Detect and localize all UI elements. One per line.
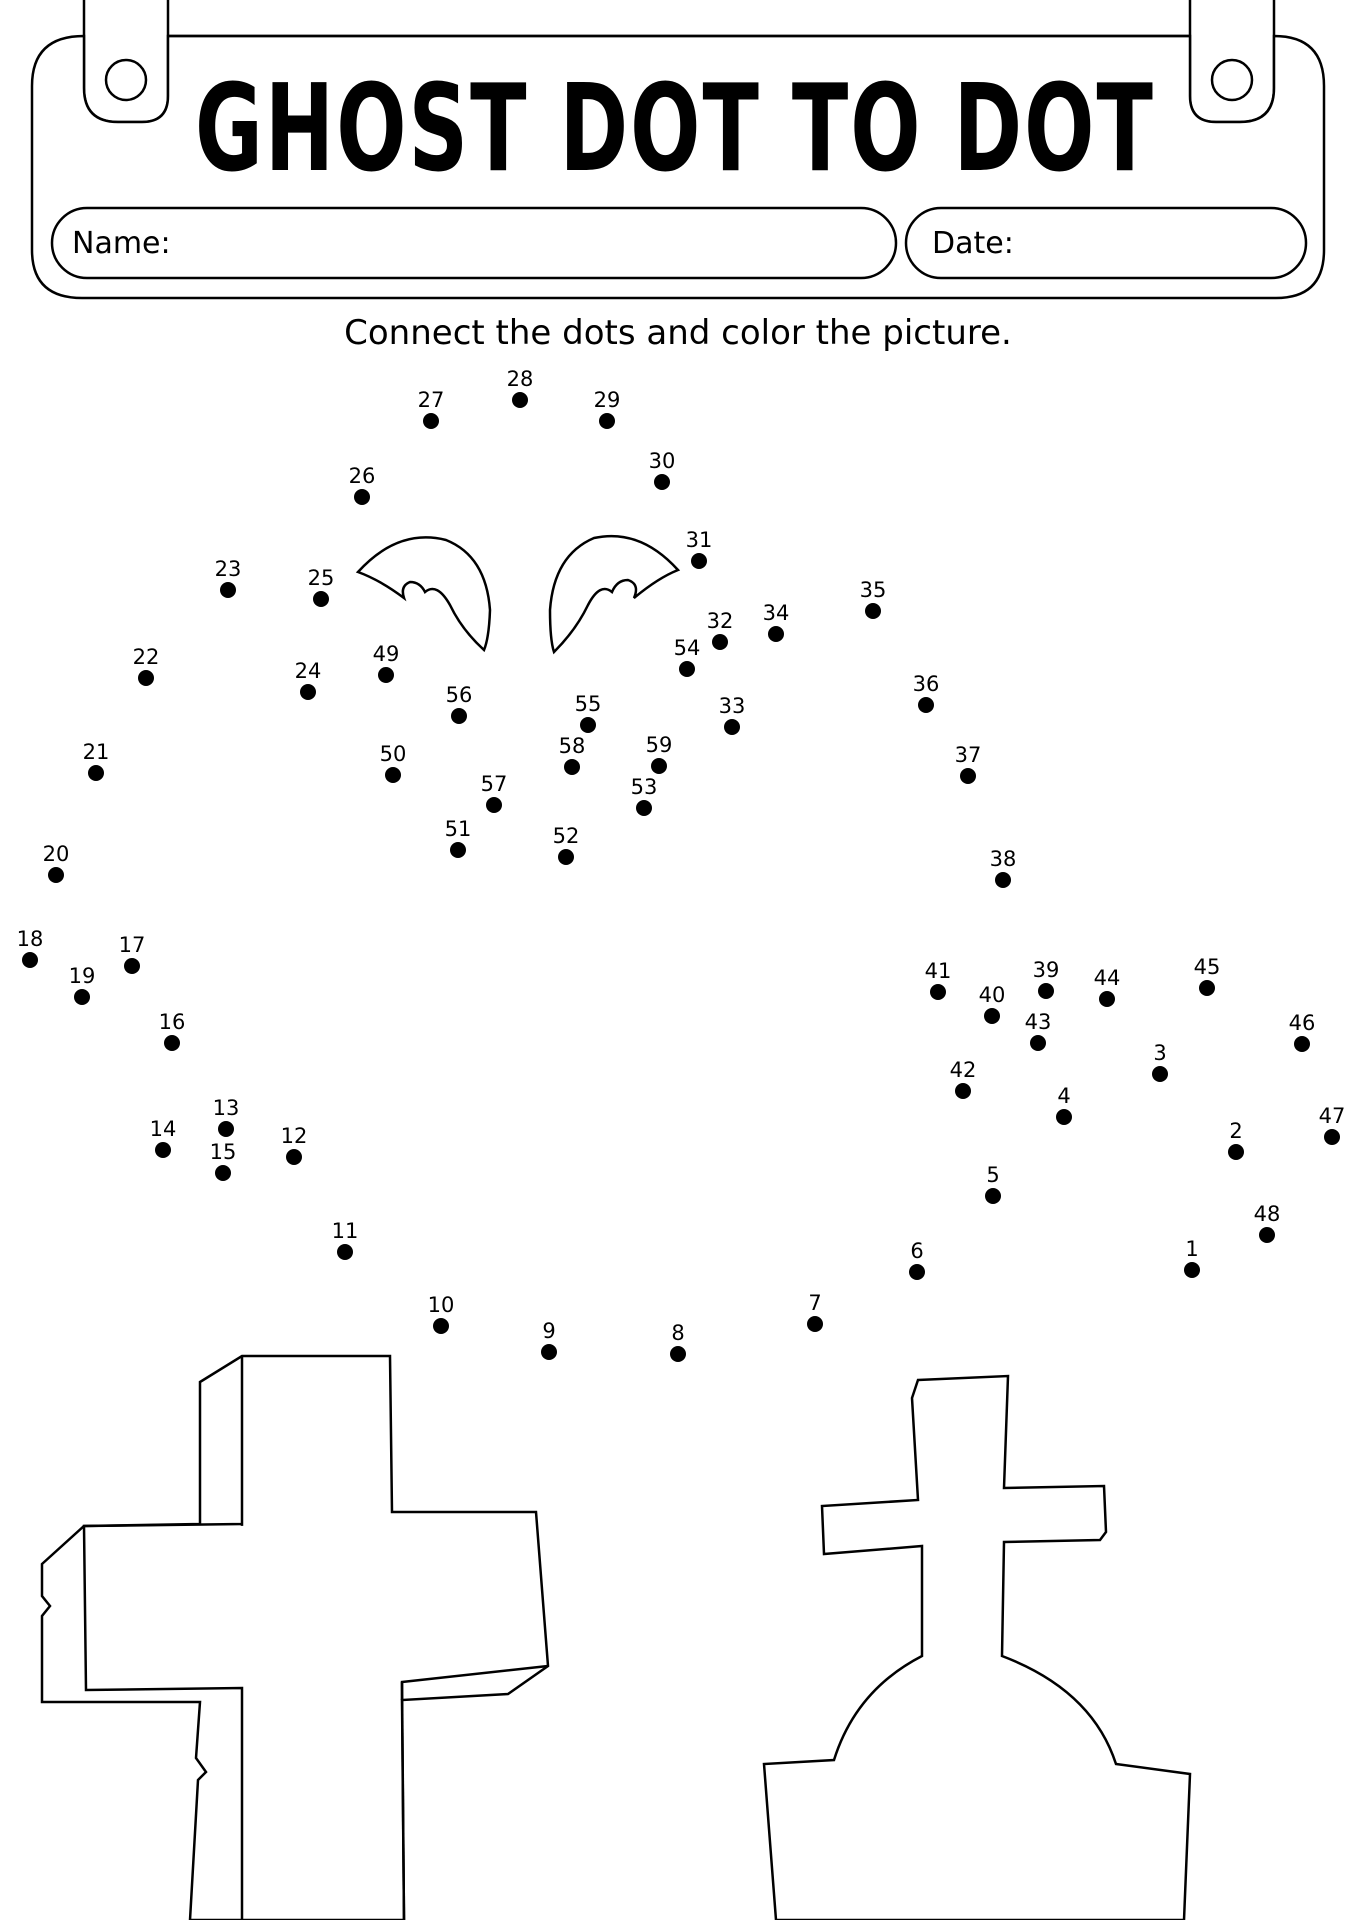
dot-number: 4 [1057,1084,1071,1108]
dot-number: 2 [1229,1119,1243,1143]
dot-number: 40 [978,983,1006,1007]
dot-marker [215,1165,231,1181]
dot-marker [378,667,394,683]
dot-number: 14 [149,1117,177,1141]
dot-40 [979,983,1006,1024]
dot-marker [300,684,316,700]
dot-marker [651,758,667,774]
dot-marker [138,670,154,686]
dots-layer [17,367,1346,1362]
dot-number: 10 [427,1293,455,1317]
dot-number: 24 [294,659,322,683]
dot-number: 16 [158,1010,186,1034]
dot-number: 8 [671,1321,685,1345]
dot-number: 42 [949,1058,977,1082]
dot-27 [418,388,445,429]
left-eye-icon [358,537,490,650]
dot-marker [337,1244,353,1260]
dot-number: 53 [630,775,658,799]
dot-marker [691,553,707,569]
dot-marker [486,797,502,813]
dot-38 [990,847,1017,888]
dot-2 [1228,1119,1244,1160]
dot-marker [1099,991,1115,1007]
dot-marker [385,767,401,783]
dot-24 [295,659,322,700]
dot-51 [445,817,472,858]
dot-32 [707,609,734,650]
dot-number: 5 [986,1163,1000,1187]
dot-marker [286,1149,302,1165]
dot-marker [48,867,64,883]
dot-number: 36 [912,672,940,696]
dot-53 [631,775,658,816]
dot-marker [155,1142,171,1158]
dot-20 [43,842,70,883]
dot-marker [985,1188,1001,1204]
dot-41 [925,959,952,1000]
cross-tombstone-left [42,1356,548,1920]
dot-number: 46 [1288,1011,1316,1035]
dot-number: 31 [685,528,713,552]
dot-marker [909,1264,925,1280]
dot-marker [1152,1066,1168,1082]
header-banner [32,0,1324,298]
dot-marker [960,768,976,784]
dot-number: 30 [648,449,676,473]
dot-number: 21 [82,740,110,764]
dot-18 [17,927,44,968]
dot-7 [807,1291,823,1332]
dot-30 [649,449,676,490]
dot-number: 35 [859,578,887,602]
dot-marker [599,413,615,429]
dot-34 [763,601,790,642]
dot-marker [88,765,104,781]
dot-49 [373,642,400,683]
dot-number: 56 [445,683,473,707]
dot-4 [1056,1084,1072,1125]
dot-number: 27 [417,388,445,412]
dot-number: 18 [16,927,44,951]
dot-number: 47 [1318,1104,1346,1128]
dot-5 [985,1163,1001,1204]
dot-number: 20 [42,842,70,866]
dot-number: 38 [989,847,1017,871]
dot-marker [451,708,467,724]
dot-29 [594,388,621,429]
dot-28 [507,367,534,408]
dot-marker [670,1346,686,1362]
dot-marker [712,634,728,650]
dot-6 [909,1239,925,1280]
dot-number: 41 [924,959,952,983]
dot-21 [83,740,110,781]
dot-43 [1025,1010,1052,1051]
dot-marker [654,474,670,490]
dot-marker [1038,983,1054,999]
dot-marker [450,842,466,858]
cross-tombstone-right [764,1376,1190,1920]
right-eye-icon [550,536,678,652]
dot-number: 12 [280,1124,308,1148]
dot-54 [674,636,701,677]
name-label: Name: [72,226,171,261]
dot-19 [69,964,96,1005]
dot-46 [1289,1011,1316,1052]
dot-31 [686,528,713,569]
dot-marker [918,697,934,713]
dot-48 [1254,1202,1281,1243]
dot-47 [1319,1104,1346,1145]
dot-10 [428,1293,455,1334]
dot-marker [679,661,695,677]
dot-56 [446,683,473,724]
dot-8 [670,1321,686,1362]
dot-marker [580,717,596,733]
dot-45 [1194,955,1221,996]
dot-number: 43 [1024,1010,1052,1034]
dot-number: 28 [506,367,534,391]
dot-14 [150,1117,177,1158]
dot-number: 55 [574,692,602,716]
dot-number: 25 [307,566,335,590]
dot-number: 23 [214,557,242,581]
dot-9 [541,1319,557,1360]
dot-marker [995,872,1011,888]
dot-marker [124,958,140,974]
dot-52 [553,824,580,865]
dot-3 [1152,1041,1168,1082]
dot-number: 19 [68,964,96,988]
dot-36 [913,672,940,713]
dot-11 [332,1219,359,1260]
dot-33 [719,694,746,735]
dot-marker [164,1035,180,1051]
dot-number: 7 [808,1291,822,1315]
dot-marker [1184,1262,1200,1278]
dot-number: 32 [706,609,734,633]
dot-15 [210,1140,237,1181]
left-hole-icon [106,60,146,100]
dot-marker [541,1344,557,1360]
dot-marker [1228,1144,1244,1160]
dot-marker [807,1316,823,1332]
dot-1 [1184,1237,1200,1278]
dot-number: 13 [212,1096,240,1120]
left-cross-shape [42,1356,548,1920]
dot-marker [955,1083,971,1099]
dot-marker [1294,1036,1310,1052]
dot-number: 29 [593,388,621,412]
dot-marker [1030,1035,1046,1051]
page-title: GHOST DOT TO DOT [195,60,1155,199]
dot-number: 51 [444,817,472,841]
dot-marker [354,489,370,505]
dot-marker [1056,1109,1072,1125]
dot-marker [423,413,439,429]
dot-57 [481,772,508,813]
dot-number: 6 [910,1239,924,1263]
dot-13 [213,1096,240,1137]
date-label: Date: [932,226,1014,261]
dot-number: 11 [331,1219,359,1243]
dot-number: 48 [1253,1202,1281,1226]
dot-number: 3 [1153,1041,1167,1065]
dot-22 [133,645,160,686]
dot-26 [349,464,376,505]
dot-37 [955,743,982,784]
dot-marker [218,1121,234,1137]
dot-17 [119,933,146,974]
dot-marker [512,392,528,408]
dot-44 [1094,966,1121,1007]
dot-marker [768,626,784,642]
dot-marker [930,984,946,1000]
dot-marker [433,1318,449,1334]
dot-marker [1199,980,1215,996]
dot-number: 22 [132,645,160,669]
dot-marker [313,591,329,607]
dot-number: 58 [558,734,586,758]
dot-number: 59 [645,733,673,757]
dot-25 [308,566,335,607]
dot-58 [559,734,586,775]
dot-number: 37 [954,743,982,767]
dot-55 [575,692,602,733]
dot-39 [1033,958,1060,999]
dot-marker [1324,1129,1340,1145]
name-field[interactable] [52,208,896,278]
dot-marker [74,989,90,1005]
dot-number: 45 [1193,955,1221,979]
right-cross-shape [764,1376,1190,1920]
dot-marker [558,849,574,865]
dot-number: 15 [209,1140,237,1164]
dot-marker [564,759,580,775]
dot-marker [724,719,740,735]
dot-number: 50 [379,742,407,766]
dot-59 [646,733,673,774]
dot-number: 52 [552,824,580,848]
right-hole-icon [1212,60,1252,100]
dot-number: 26 [348,464,376,488]
dot-number: 49 [372,642,400,666]
dot-marker [984,1008,1000,1024]
dot-marker [636,800,652,816]
dot-marker [220,582,236,598]
dot-number: 34 [762,601,790,625]
dot-number: 33 [718,694,746,718]
dot-16 [159,1010,186,1051]
dot-number: 17 [118,933,146,957]
dot-23 [215,557,242,598]
instructions-text: Connect the dots and color the picture. [344,313,1012,353]
dot-12 [281,1124,308,1165]
dot-number: 1 [1185,1237,1199,1261]
dot-50 [380,742,407,783]
dot-marker [865,603,881,619]
dot-marker [22,952,38,968]
dot-42 [950,1058,977,1099]
dot-number: 39 [1032,958,1060,982]
dot-marker [1259,1227,1275,1243]
dot-number: 54 [673,636,701,660]
dot-number: 44 [1093,966,1121,990]
dot-number: 57 [480,772,508,796]
dot-35 [860,578,887,619]
dot-number: 9 [542,1319,556,1343]
